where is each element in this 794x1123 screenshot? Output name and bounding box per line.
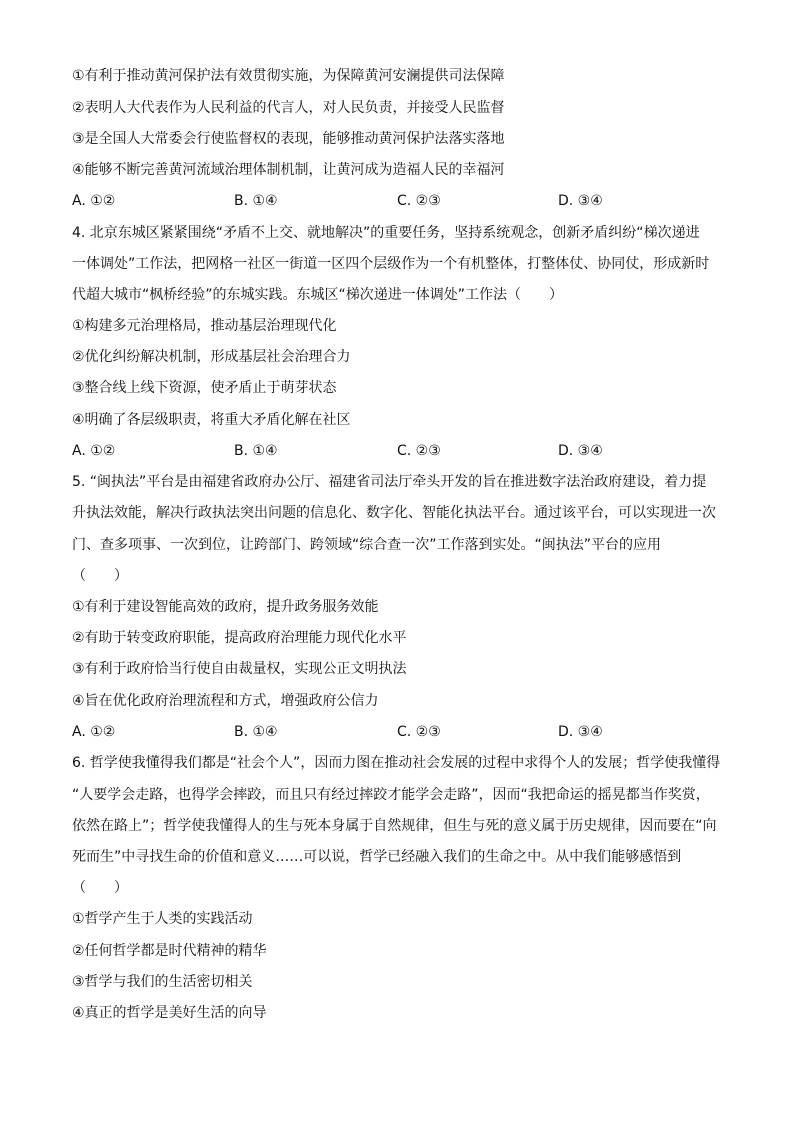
q3-statement-1: ①有利于推动黄河保护法有效贯彻实施，为保障黄河安澜提供司法保障: [72, 68, 505, 84]
q5-stem-line-2: 升执法效能，解决行政执法突出问题的信息化、数字化、智能化执法平台。通过该平台，可以实现进一次: [72, 505, 716, 521]
q4-stem-line-1: 4. 北京东城区紧紧围绕“矛盾不上交、就地解决”的重要任务，坚持系统观念，创新矛盾纠纷“梯次递进: [72, 225, 700, 241]
q6-stem-line-4: 死而生”中寻找生命的价值和意义……可以说，哲学已经融入我们的生命之中。从中我们能够感悟到: [72, 849, 682, 865]
q5-stem-line-1: 5. “闽执法”平台是由福建省政府办公厅、福建省司法厅牵头开发的旨在推进数字法治政府建设，着力提: [72, 474, 707, 490]
q5-choices: [0, 722, 794, 742]
q5-statement-4: ④旨在优化政府治理流程和方式，增强政府公信力: [72, 693, 379, 709]
q4-choice-d: D. ③④: [558, 443, 603, 459]
q6-statement-1: ①哲学产生于人类的实践活动: [72, 911, 253, 927]
q4-statement-2: ②优化纠纷解决机制，形成基层社会治理合力: [72, 349, 351, 365]
q3-statement-2: ②表明人大代表作为人民利益的代言人，对人民负责，并接受人民监督: [72, 100, 505, 116]
q6-stem-line-3: 依然在路上”；哲学使我懂得人的生与死本身属于自然规律，但生与死的意义属于历史规律，因而要在“向: [72, 818, 717, 834]
q5-stem-line-3: 门、查多项事、一次到位，让跨部门、跨领域“综合查一次”工作落到实处。“闽执法”平台的应用: [72, 537, 662, 553]
q5-statement-1: ①有利于建设智能高效的政府，提升政务服务效能: [72, 599, 379, 615]
q4-statement-4: ④明确了各层级职责，将重大矛盾化解在社区: [72, 412, 351, 428]
q4-stem-line-2: 一体调处”工作法，把网格一社区一街道一区四个层级作为一个有机整体，打整体仗、协同仗，形成新时: [72, 256, 710, 272]
q3-choice-d: D. ③④: [558, 193, 603, 209]
q4-statement-3: ③整合线上线下资源，使矛盾止于萌芽状态: [72, 380, 337, 396]
q5-choice-c: C. ②③: [397, 724, 441, 740]
q6-stem-line-5: （ ）: [72, 880, 128, 896]
q5-stem-line-4: （ ）: [72, 568, 128, 584]
q3-choice-c: C. ②③: [397, 193, 441, 209]
q4-choice-c: C. ②③: [397, 443, 441, 459]
q6-stem-line-2: “人要学会走路，也得学会摔跤，而且只有经过摔跤才能学会走路”，因而“我把命运的摇晃都当作奖赏，: [72, 787, 710, 803]
q5-choice-d: D. ③④: [558, 724, 603, 740]
q3-statement-4: ④能够不断完善黄河流域治理体制机制，让黄河成为造福人民的幸福河: [72, 162, 505, 178]
q4-choice-b: B. ①④: [234, 443, 278, 459]
q5-choice-a: A. ①②: [72, 724, 116, 740]
q6-statement-2: ②任何哲学都是时代精神的精华: [72, 943, 267, 959]
q4-stem-line-3: 代超大城市“枫桥经验”的东城实践。东城区“梯次递进一体调处”工作法（ ）: [72, 287, 564, 303]
q3-choices: [0, 191, 794, 211]
q4-choice-a: A. ①②: [72, 443, 116, 459]
q5-choice-b: B. ①④: [234, 724, 278, 740]
q5-statement-2: ②有助于转变政府职能，提高政府治理能力现代化水平: [72, 630, 407, 646]
q6-statement-3: ③哲学与我们的生活密切相关: [72, 974, 253, 990]
q6-statement-4: ④真正的哲学是美好生活的向导: [72, 1005, 267, 1021]
q4-statement-1: ①构建多元治理格局，推动基层治理现代化: [72, 318, 337, 334]
q6-stem-line-1: 6. 哲学使我懂得我们都是“社会个人”，因而力图在推动社会发展的过程中求得个人的发展；哲学使我懂得: [72, 755, 721, 771]
q3-statement-3: ③是全国人大常委会行使监督权的表现，能够推动黄河保护法落实落地: [72, 131, 505, 147]
q5-statement-3: ③有利于政府恰当行使自由裁量权，实现公正文明执法: [72, 661, 407, 677]
q3-choice-b: B. ①④: [234, 193, 278, 209]
q4-choices: [0, 441, 794, 461]
q3-choice-a: A. ①②: [72, 193, 116, 209]
